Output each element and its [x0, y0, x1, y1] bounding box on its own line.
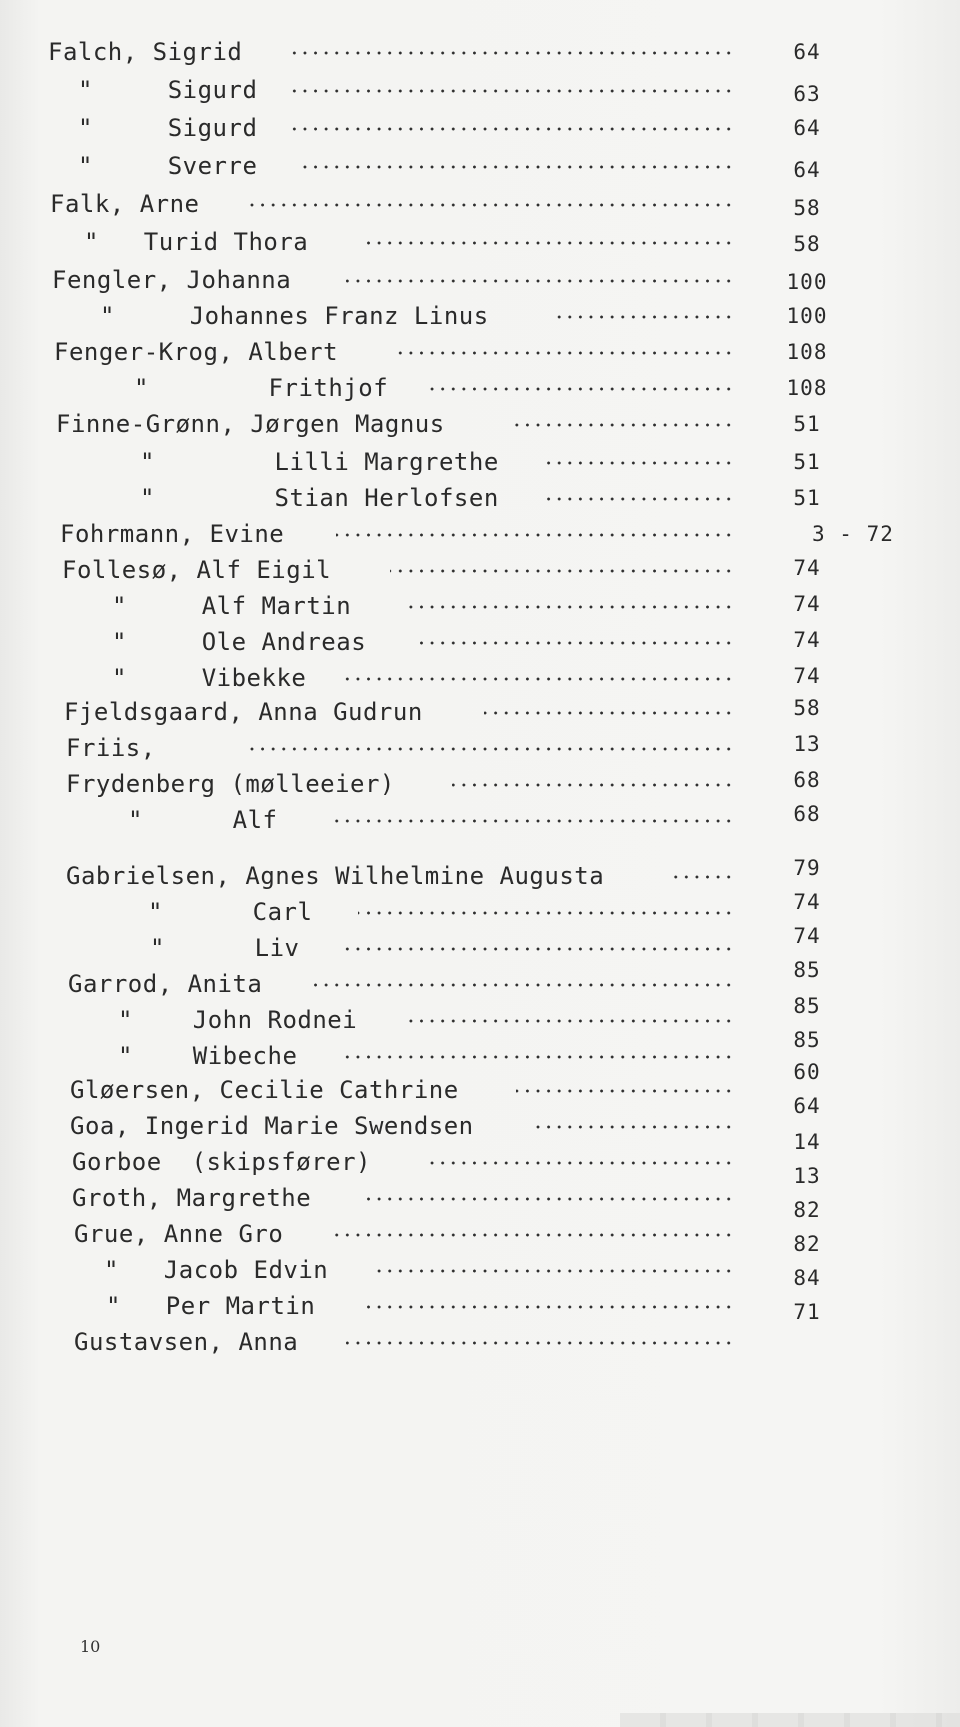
entry-name: Fohrmann, Evine	[60, 520, 285, 548]
entry-page-number: 100	[786, 270, 828, 294]
entry-page-number: 64	[793, 158, 821, 182]
index-entry	[0, 370, 960, 406]
entry-name: Falch, Sigrid	[48, 38, 243, 66]
dot-leader	[452, 775, 734, 789]
index-entry	[0, 224, 960, 260]
index-entry	[0, 516, 960, 552]
index-entry	[0, 110, 960, 146]
dot-leader	[342, 939, 734, 953]
index-entry	[0, 148, 960, 184]
entry-page-number: 108	[786, 376, 828, 400]
entry-name: Frydenberg (mølleeier)	[66, 770, 395, 798]
dot-leader	[296, 157, 734, 171]
dot-leader	[530, 1117, 734, 1131]
index-entry	[0, 802, 960, 838]
entry-page-number: 74	[793, 556, 821, 580]
entry-page-number: 3 - 72	[812, 522, 894, 546]
entry-name: Fjeldsgaard, Anna Gudrun	[64, 698, 423, 726]
entry-page-number: 64	[793, 116, 821, 140]
entry-name: Fengler, Johanna	[52, 266, 292, 294]
entry-name: Gløersen, Cecilie Cathrine	[70, 1076, 459, 1104]
index-entry	[0, 624, 960, 660]
scan-edge-artifact	[620, 1713, 960, 1727]
index-entry	[0, 334, 960, 370]
entry-name: " Carl	[148, 898, 313, 926]
entry-name: Friis,	[66, 734, 156, 762]
dot-leader	[292, 81, 734, 95]
entry-page-number: 51	[793, 450, 821, 474]
entry-name: " Frithjof	[134, 374, 389, 402]
entry-name: Garrod, Anita	[68, 970, 263, 998]
entry-name: " Wibeche	[118, 1042, 298, 1070]
dot-leader	[292, 119, 734, 133]
index-entry	[0, 262, 960, 298]
entry-page-number: 85	[793, 994, 821, 1018]
dot-leader	[248, 739, 734, 753]
entry-name: " Stian Herlofsen	[140, 484, 499, 512]
dot-leader	[516, 1081, 734, 1095]
entry-name: " Sverre	[78, 152, 258, 180]
entry-page-number: 13	[793, 1164, 821, 1188]
entry-name: " Per Martin	[106, 1292, 316, 1320]
dot-leader	[342, 669, 734, 683]
entry-name: " Liv	[150, 934, 300, 962]
entry-name: Goa, Ingerid Marie Swendsen	[70, 1112, 474, 1140]
entry-page-number: 85	[793, 1028, 821, 1052]
dot-leader	[512, 415, 734, 429]
dot-leader	[346, 1333, 734, 1347]
dot-leader	[312, 975, 734, 989]
index-entry	[0, 34, 960, 70]
entry-name: Groth, Margrethe	[72, 1184, 312, 1212]
index-entry	[0, 552, 960, 588]
entry-page-number: 58	[793, 696, 821, 720]
index-entry	[0, 730, 960, 766]
dot-leader	[362, 1297, 734, 1311]
entry-name: Gorboe (skipsfører)	[72, 1148, 371, 1176]
entry-page-number: 71	[793, 1300, 821, 1324]
entry-name: " Alf	[128, 806, 278, 834]
entry-page-number: 14	[793, 1130, 821, 1154]
dot-leader	[358, 903, 734, 917]
dot-leader	[362, 1189, 734, 1203]
entry-name: " Lilli Margrethe	[140, 448, 499, 476]
index-entry	[0, 588, 960, 624]
dot-leader	[484, 703, 734, 717]
entry-name: " Sigurd	[78, 114, 258, 142]
dot-leader	[346, 271, 734, 285]
entry-page-number: 79	[793, 856, 821, 880]
entry-name: Follesø, Alf Eigil	[62, 556, 332, 584]
entry-name: " Jacob Edvin	[104, 1256, 329, 1284]
entry-name: Gustavsen, Anna	[74, 1328, 299, 1356]
dot-leader	[668, 867, 734, 881]
entry-name: Gabrielsen, Agnes Wilhelmine Augusta	[66, 862, 605, 890]
dot-leader	[330, 811, 734, 825]
dot-leader	[390, 561, 734, 575]
entry-page-number: 85	[793, 958, 821, 982]
entry-name: " Sigurd	[78, 76, 258, 104]
dot-leader	[376, 1261, 734, 1275]
index-entry	[0, 480, 960, 516]
entry-name: Finne-Grønn, Jørgen Magnus	[56, 410, 445, 438]
dot-leader	[544, 453, 734, 467]
entry-page-number: 13	[793, 732, 821, 756]
index-entry	[0, 406, 960, 442]
entry-page-number: 64	[793, 40, 821, 64]
dot-leader	[554, 307, 734, 321]
dot-leader	[402, 597, 734, 611]
entry-page-number: 82	[793, 1232, 821, 1256]
entry-page-number: 63	[793, 82, 821, 106]
entry-name: Fenger-Krog, Albert	[54, 338, 339, 366]
entry-name: " John Rodnei	[118, 1006, 358, 1034]
dot-leader	[420, 633, 734, 647]
entry-page-number: 51	[793, 486, 821, 510]
entry-name: " Turid Thora	[84, 228, 309, 256]
entry-page-number: 74	[793, 664, 821, 688]
dot-leader	[344, 1047, 734, 1061]
dot-leader	[406, 1011, 734, 1025]
entry-name: " Johannes Franz Linus	[100, 302, 489, 330]
entry-page-number: 51	[793, 412, 821, 436]
dot-leader	[246, 195, 734, 209]
dot-leader	[360, 233, 734, 247]
index-entry	[0, 186, 960, 222]
index-entry	[0, 694, 960, 730]
entry-page-number: 82	[793, 1198, 821, 1222]
entry-page-number: 108	[786, 340, 828, 364]
entry-page-number: 100	[786, 304, 828, 328]
entry-page-number: 74	[793, 592, 821, 616]
dot-leader	[424, 1153, 734, 1167]
entry-page-number: 74	[793, 890, 821, 914]
dot-leader	[394, 343, 734, 357]
entry-page-number: 58	[793, 196, 821, 220]
entry-name: " Alf Martin	[112, 592, 352, 620]
index-entry	[0, 444, 960, 480]
entry-page-number: 74	[793, 628, 821, 652]
entry-name: " Vibekke	[112, 664, 307, 692]
dot-leader	[544, 489, 734, 503]
entry-page-number: 84	[793, 1266, 821, 1290]
index-entry	[0, 72, 960, 108]
entry-name: " Ole Andreas	[112, 628, 367, 656]
entry-page-number: 74	[793, 924, 821, 948]
entry-page-number: 60	[793, 1060, 821, 1084]
entry-page-number: 68	[793, 802, 821, 826]
entry-page-number: 58	[793, 232, 821, 256]
dot-leader	[428, 379, 734, 393]
page-number: 10	[80, 1637, 101, 1656]
dot-leader	[290, 43, 734, 57]
index-entry	[0, 298, 960, 334]
dot-leader	[336, 525, 734, 539]
entry-name: Falk, Arne	[50, 190, 200, 218]
entry-page-number: 68	[793, 768, 821, 792]
dot-leader	[330, 1225, 734, 1239]
entry-name: Grue, Anne Gro	[74, 1220, 284, 1248]
entry-page-number: 64	[793, 1094, 821, 1118]
